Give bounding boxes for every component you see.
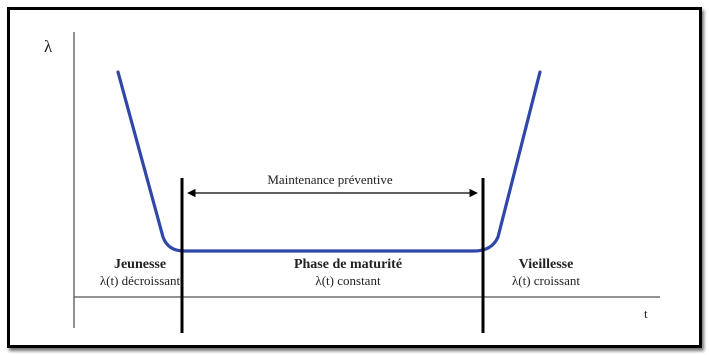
maturity-phase-subtitle: λ(t) constant	[315, 273, 381, 288]
maturity-phase-title: Phase de maturité	[293, 257, 403, 272]
youth-phase-title: Jeunesse	[113, 257, 167, 272]
aging-phase-title: Vieillesse	[518, 257, 574, 272]
y-axis-label: λ	[44, 37, 53, 56]
youth-phase-subtitle: λ(t) décroissant	[99, 273, 181, 288]
x-axis-label: t	[644, 306, 648, 321]
preventive-maintenance-label: Maintenance préventive	[267, 172, 393, 187]
aging-phase-subtitle: λ(t) croissant	[511, 273, 581, 288]
